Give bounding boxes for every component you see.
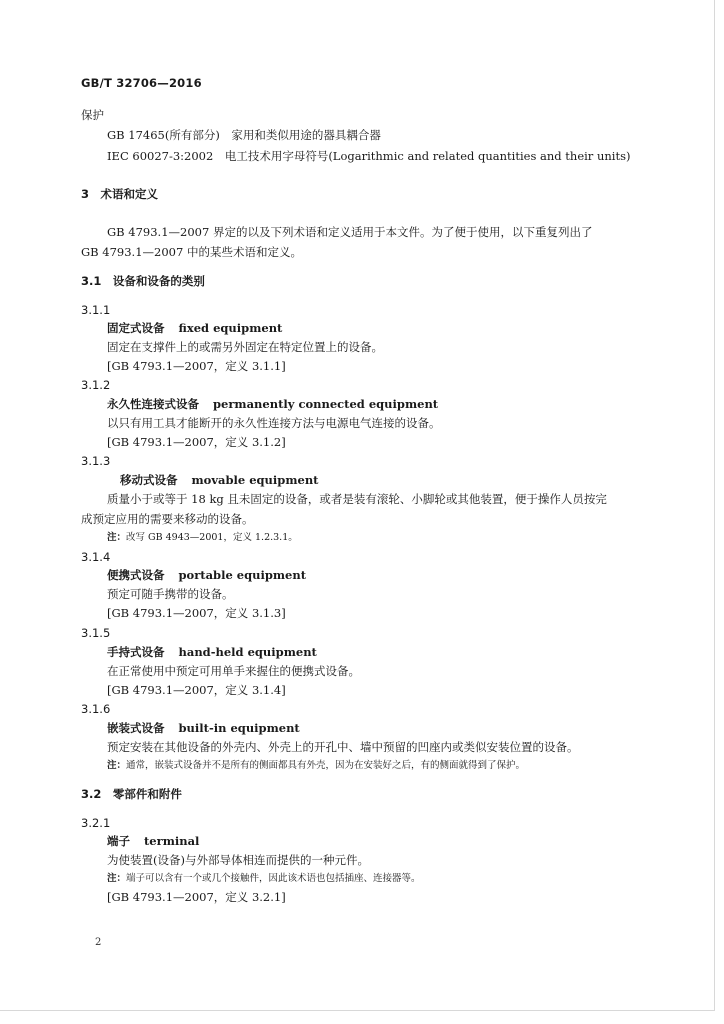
entry-number: 3.1.5 (81, 626, 111, 640)
entry-number: 3.1.4 (81, 550, 111, 564)
definition: 预定安装在其他设备的外壳内、外壳上的开孔中、墙中预留的凹座内或类似安装位置的设备。 (107, 740, 579, 754)
ref-item: IEC 60027-3:2002 电工技术用字母符号(Logarithmic and related quantities and their units) (107, 149, 631, 163)
term-en: portable equipment (178, 568, 307, 582)
source-citation: [GB 4793.1—2007，定义 3.1.1] (107, 359, 286, 373)
definition: 为使装置(设备)与外部导体相连而提供的一种元件。 (107, 853, 369, 867)
ref-item: GB 17465(所有部分) 家用和类似用途的器具耦合器 (107, 128, 381, 142)
note (107, 533, 298, 543)
entry-number: 3.2.1 (81, 816, 111, 830)
term-en: terminal (144, 834, 200, 848)
term-en: permanently connected equipment (213, 397, 439, 411)
definition-line: 质量小于或等于 18 kg 且未固定的设备，或者是装有滚轮、小脚轮或其他装置，便于操作人员按完 (107, 492, 607, 506)
term-en: movable equipment (191, 473, 319, 487)
entry-number: 3.1.6 (81, 702, 111, 716)
term-zh: 永久性连接式设备 (107, 397, 199, 411)
term (107, 570, 306, 582)
term (120, 475, 319, 487)
standard-code-header: GB/T 32706—2016 (81, 76, 202, 90)
term (107, 836, 199, 848)
term (107, 323, 282, 335)
section-3-1-heading: 3.1 设备和设备的类别 (81, 274, 205, 288)
page-number: 2 (95, 937, 102, 948)
source-citation: [GB 4793.1—2007，定义 3.1.4] (107, 683, 286, 697)
definition: 固定在支撑件上的或需另外固定在特定位置上的设备。 (107, 340, 383, 354)
definition: 预定可随手携带的设备。 (107, 587, 234, 601)
ref-continuation: 保护 (81, 108, 104, 122)
note-label: 注： (107, 760, 127, 771)
note (107, 874, 421, 884)
term-en: built-in equipment (178, 721, 300, 735)
note-label: 注： (107, 532, 127, 543)
term-zh: 移动式设备 (120, 473, 178, 487)
term-zh: 手持式设备 (107, 645, 165, 659)
source-citation: [GB 4793.1—2007，定义 3.2.1] (107, 890, 286, 904)
definition: 在正常使用中预定可用单手来握住的便携式设备。 (107, 664, 360, 678)
term (107, 647, 317, 659)
note-text: 通常，嵌装式设备并不是所有的侧面都具有外壳，因为在安装好之后，有的侧面就得到了保护。 (126, 760, 526, 771)
source-citation: [GB 4793.1—2007，定义 3.1.3] (107, 606, 286, 620)
entry-number: 3.1.3 (81, 454, 111, 468)
entry-number: 3.1.2 (81, 378, 111, 392)
note-label: 注： (107, 873, 127, 884)
term-zh: 固定式设备 (107, 321, 165, 335)
term-en: hand-held equipment (178, 645, 317, 659)
section-3-2-heading: 3.2 零部件和附件 (81, 787, 182, 801)
note-text: 改写 GB 4943—2001，定义 1.2.3.1。 (126, 532, 298, 543)
section-3-heading: 3 术语和定义 (81, 187, 159, 201)
definition-line: 成预定应用的需要来移动的设备。 (81, 512, 254, 526)
term (107, 723, 300, 735)
term-zh: 端子 (107, 834, 130, 848)
definition: 以只有用工具才能断开的永久性连接方法与电源电气连接的设备。 (107, 416, 441, 430)
note (107, 761, 525, 771)
source-citation: [GB 4793.1—2007，定义 3.1.2] (107, 435, 286, 449)
term-en: fixed equipment (178, 321, 283, 335)
term-zh: 嵌装式设备 (107, 721, 165, 735)
entry-number: 3.1.1 (81, 303, 111, 317)
section-3-intro-line: GB 4793.1—2007 中的某些术语和定义。 (81, 245, 302, 259)
note-text: 端子可以含有一个或几个接触件，因此该术语也包括插座、连接器等。 (126, 873, 421, 884)
section-3-intro-line: GB 4793.1—2007 界定的以及下列术语和定义适用于本文件。为了便于使用，以下重复列出了 (107, 225, 593, 239)
term-zh: 便携式设备 (107, 568, 165, 582)
term (107, 399, 438, 411)
